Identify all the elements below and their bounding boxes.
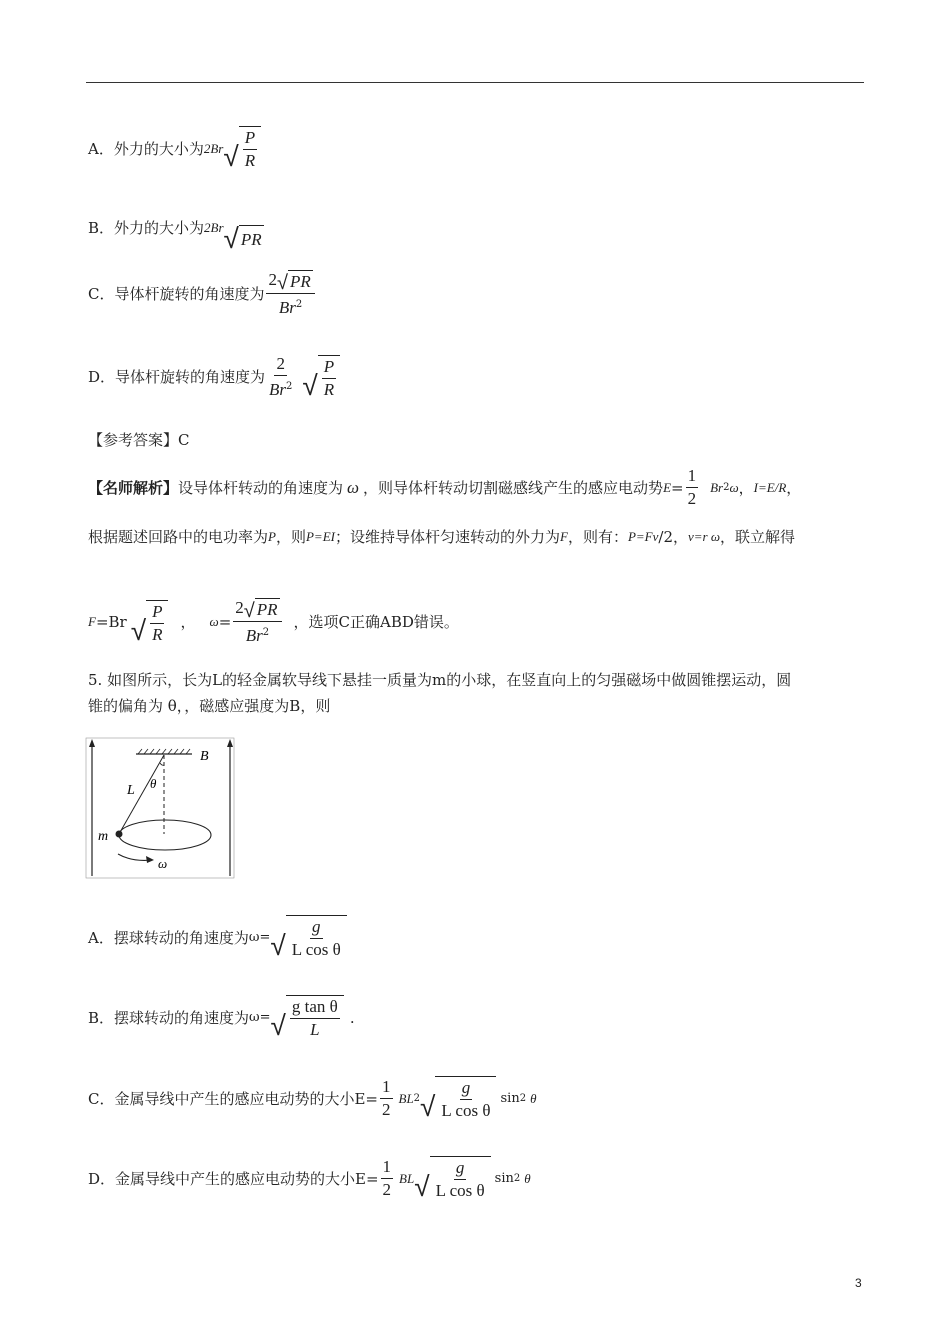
sqrt-p-over-r: √ $\frac{P}{R}$	[131, 600, 169, 645]
q5-option-a: A．摆球转动的角速度为 ω= √ $\frac{g}{\text{L cos θ}}$	[88, 915, 347, 960]
conical-pendulum-figure	[84, 736, 236, 880]
orbit	[119, 820, 211, 850]
label-m: m	[98, 829, 109, 844]
option-b: B．外力的大小为 2Br √ PR	[88, 219, 262, 255]
field-arrow-left	[89, 739, 95, 747]
label-omega: ω	[158, 856, 168, 871]
sqrt-gtan-over-l: √ $\frac{\text{g tan θ}}{L}$	[271, 995, 344, 1040]
omega-fraction: 2 √ PR Br$^2$	[266, 270, 314, 318]
analysis-line-3: F =Br √ $\frac{P}{R}$ ， ω = 2 √ PR Br$^2$ ，选项C正确ABD错误。	[88, 598, 459, 647]
question-5-line-2: 锥的偏角为 θ，，磁感应强度为B，则	[88, 697, 331, 715]
analysis-line-1: 【名师解析】 设导体杆转动的角速度为 ω ，则导体杆转动切割磁感线产生的感应电动势 E = $\frac{1}{2}$ Br 2 ω ， I=E/R ，	[88, 466, 802, 508]
ceiling-hatch	[138, 749, 190, 754]
label-b: B	[200, 749, 209, 764]
sqrt-p-over-r: √ $\frac{P}{R}$	[223, 126, 261, 171]
q5-option-d: D．金属导线中产生的感应电动势的大小E= $\frac{1}{2}$ BL √ $\frac{g}{\text{L cos θ}}$ sin 2 θ	[88, 1157, 531, 1203]
sqrt-pr: √ PR	[223, 222, 262, 255]
q5-option-c: C．金属导线中产生的感应电动势的大小E= $\frac{1}{2}$ BL 2 √ $\frac{g}{\text{L cos θ}}$ sin 2 θ	[88, 1077, 537, 1123]
option-a: A．外力的大小为 2Br √ $\frac{P}{R}$	[88, 126, 261, 171]
two-over-br2: $\frac{2}{Br^2}$	[269, 354, 293, 399]
option-c: C．导体杆旋转的角速度为 2 √ PR Br$^2$	[88, 270, 317, 318]
label-l: L	[127, 783, 135, 798]
sqrt-g-over-lcos: √ $\frac{g}{\text{L cos θ}}$	[414, 1156, 490, 1201]
header-rule	[86, 82, 864, 83]
sqrt-g-over-lcos: √ $\frac{g}{\text{L cos θ}}$	[420, 1076, 496, 1121]
question-5-line-1: 5. 如图所示，长为L的轻金属软导线下悬挂一质量为m的小球，在竖直向上的匀强磁场中做圆锥摆运动，圆	[88, 671, 792, 689]
one-half: $\frac{1}{2}$	[382, 1077, 391, 1119]
field-arrow-right	[227, 739, 233, 747]
page-number: 3	[855, 1276, 862, 1290]
sqrt-p-over-r: √ $\frac{P}{R}$	[302, 355, 340, 400]
ball	[116, 831, 123, 838]
angle-arc	[160, 763, 164, 765]
option-d: D．导体杆旋转的角速度为 $\frac{2}{Br^2}$ √ $\frac{P}{R}$	[88, 354, 340, 400]
reference-answer: 【参考答案】C	[88, 431, 190, 449]
analysis-line-2: 根据题述回路中的电功率为 P ，则 P=EI ；设维持导体杆匀速转动的外力为 F ，则有： P=Fv /2， v=r ω ，联立解得	[88, 528, 796, 546]
one-half: $\frac{1}{2}$	[687, 466, 697, 508]
q5-option-b: B．摆球转动的角速度为 ω= √ $\frac{\text{g tan θ}}{L}$ .	[88, 997, 355, 1042]
label-theta: θ	[150, 776, 157, 791]
rotation-arrowhead	[146, 856, 154, 863]
one-half: $\frac{1}{2}$	[382, 1157, 392, 1199]
omega-fraction: 2 √ PR Br$^2$	[233, 598, 281, 646]
sqrt-g-over-lcos: √ $\frac{g}{\text{L cos θ}}$	[270, 915, 346, 960]
